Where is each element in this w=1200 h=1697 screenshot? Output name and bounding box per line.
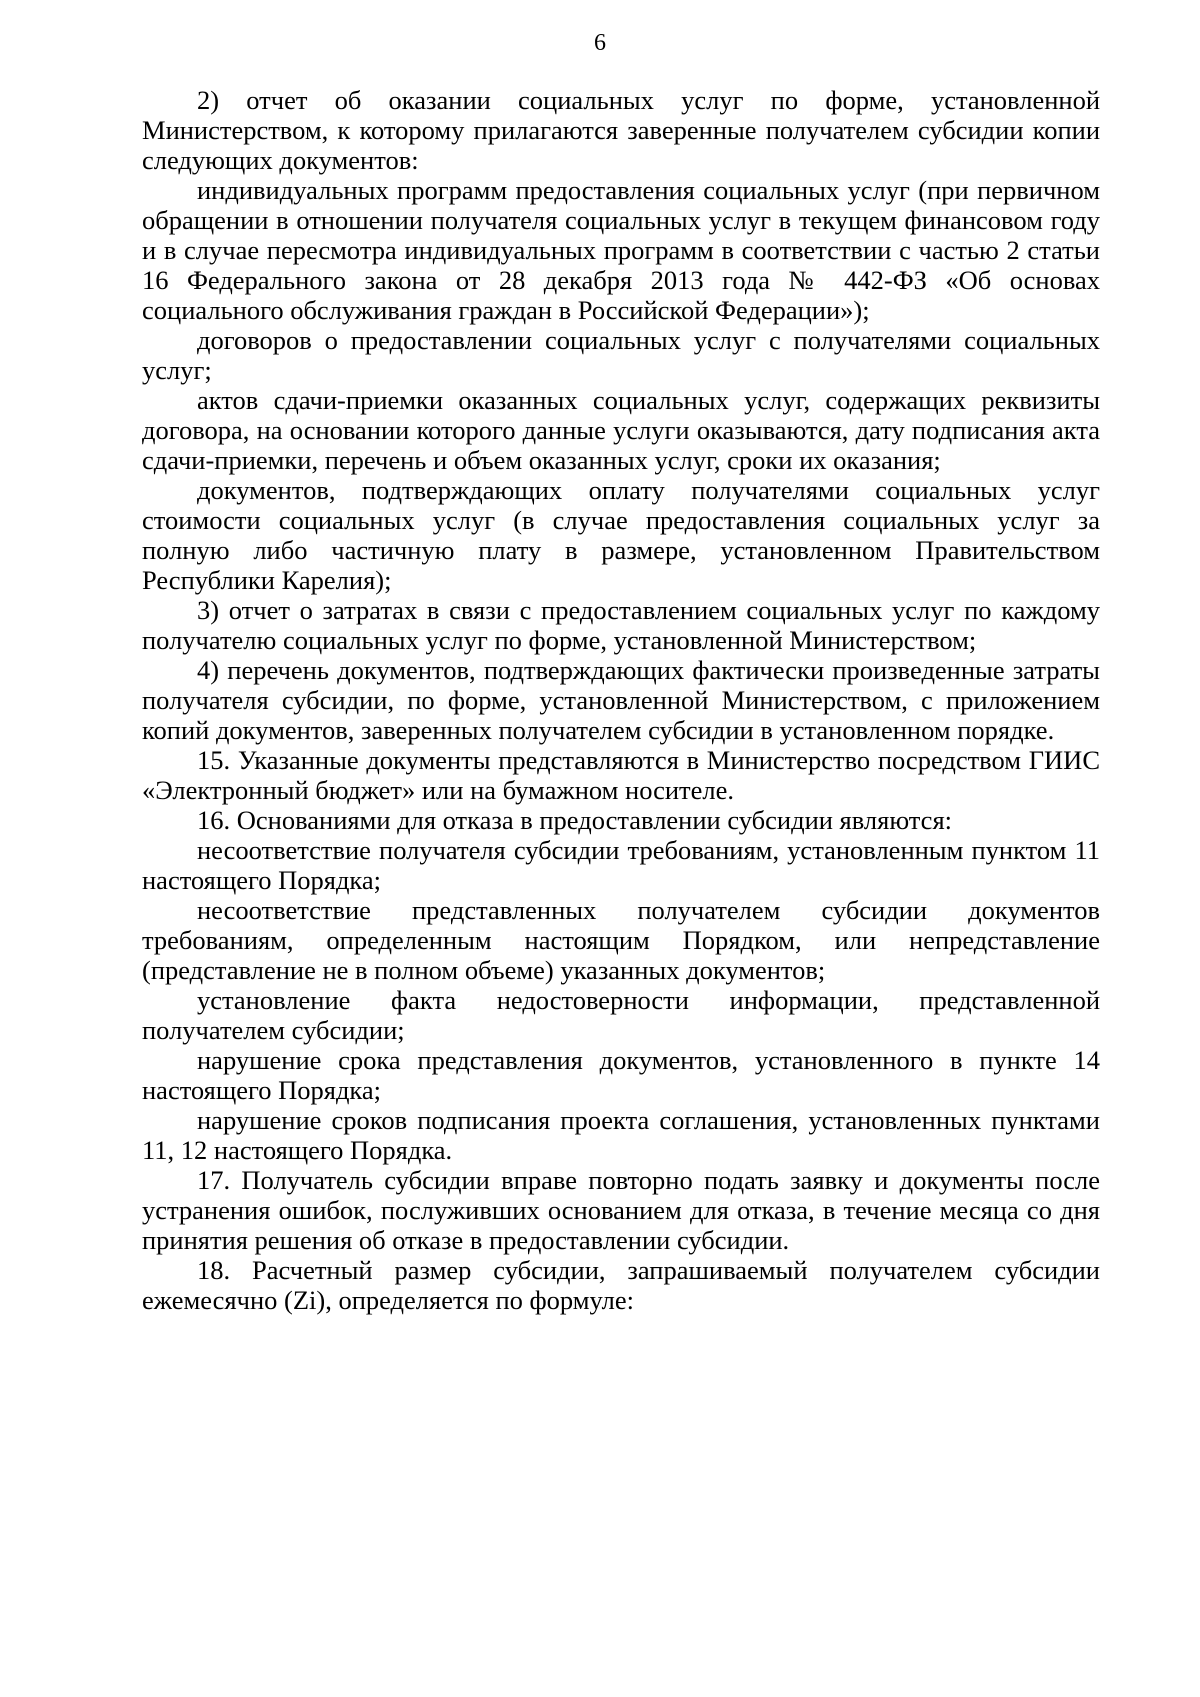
paragraph-refusal-reason-1: несоответствие получателя субсидии требованиям, установленным пунктом 11 настоящего Порядка;	[142, 835, 1100, 895]
paragraph-item-16: 16. Основаниями для отказа в предоставлении субсидии являются:	[197, 805, 952, 835]
paragraph-item-18: 18. Расчетный размер субсидии, запрашиваемый получателем субсидии ежемесячно (Zi), определяется по формуле:	[142, 1255, 1100, 1315]
paragraph-item-17: 17. Получатель субсидии вправе повторно подать заявку и документы после устранения ошибок, послуживших основанием для отказа, в течение месяца со дня принятия решения об отказе в предоставлении субсидии.	[142, 1165, 1100, 1255]
paragraph-refusal-reason-4: нарушение срока представления документов, установленного в пункте 14 настоящего Порядка;	[142, 1045, 1100, 1105]
paragraph-acceptance-acts: актов сдачи-приемки оказанных социальных услуг, содержащих реквизиты договора, на основании которого данные услуги оказываются, дату подписания акта сдачи-приемки, перечень и объем оказанных услуг, сроки их оказания;	[142, 385, 1100, 475]
paragraph-report-services: 2) отчет об оказании социальных услуг по форме, установленной Министерством, к которому прилагаются заверенные получателем субсидии копии следующих документов:	[142, 85, 1100, 175]
paragraph-item-15: 15. Указанные документы представляются в Министерство посредством ГИИС «Электронный бюджет» или на бумажном носителе.	[142, 745, 1100, 805]
paragraph-expense-list: 4) перечень документов, подтверждающих фактически произведенные затраты получателя субсидии, по форме, установленной Министерством, с приложением копий документов, заверенных получателем субсидии в установленном порядке.	[142, 655, 1100, 745]
paragraph-payment-documents: документов, подтверждающих оплату получателями социальных услуг стоимости социальных услуг (в случае предоставления социальных услуг за полную либо частичную плату в размере, установленном Правительством Республики Карелия);	[142, 475, 1100, 595]
paragraph-refusal-reason-2: несоответствие представленных получателем субсидии документов требованиям, определенным настоящим Порядком, или непредставление (представление не в полном объеме) указанных документов;	[142, 895, 1100, 985]
page-number: 6	[594, 30, 606, 56]
paragraph-cost-report: 3) отчет о затратах в связи с предоставлением социальных услуг по каждому получателю социальных услуг по форме, установленной Министерством;	[142, 595, 1100, 655]
paragraph-refusal-reason-3: установление факта недостоверности информации, представленной получателем субсидии;	[142, 985, 1100, 1045]
paragraph-contracts: договоров о предоставлении социальных услуг с получателями социальных услуг;	[142, 325, 1100, 385]
document-body	[142, 85, 1100, 1315]
paragraph-individual-programs: индивидуальных программ предоставления социальных услуг (при первичном обращении в отношении получателя социальных услуг в текущем финансовом году и в случае пересмотра индивидуальных программ в соответствии с частью 2 статьи 16 Федерального закона от 28 декабря 2013 года № 442-ФЗ «Об основах социального обслуживания граждан в Российской Федерации»);	[142, 175, 1100, 325]
paragraph-refusal-reason-5: нарушение сроков подписания проекта соглашения, установленных пунктами 11, 12 настоящего Порядка.	[142, 1105, 1100, 1165]
